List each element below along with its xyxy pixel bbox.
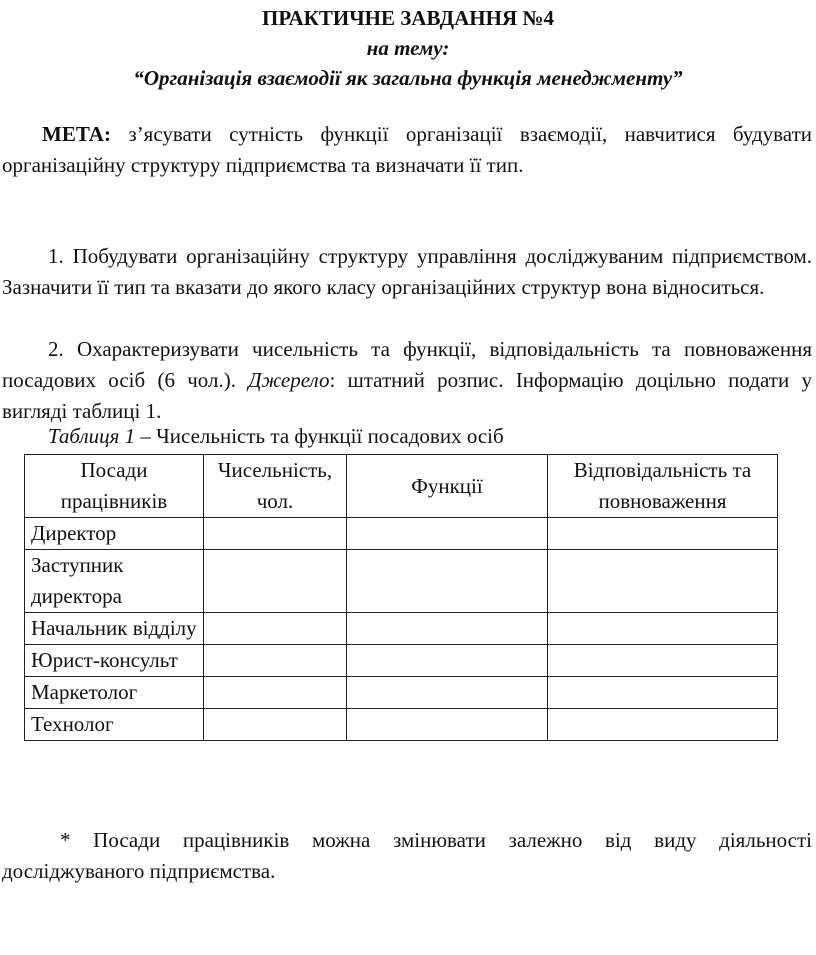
position-cell: Начальник відділу [25, 613, 204, 645]
task-2-source-label: Джерело [248, 368, 330, 392]
table-caption-label: Таблиця 1 [48, 424, 136, 448]
responsibility-cell [548, 677, 778, 709]
table-row [25, 613, 778, 645]
functions-cell [347, 709, 548, 741]
responsibility-cell [548, 518, 778, 550]
functions-cell [347, 613, 548, 645]
position-cell: Директор [25, 518, 204, 550]
goal-text: з’ясувати сутність функції організації взаємодії, навчитися будувати організаційну структуру підприємства та визначати її тип. [2, 122, 812, 177]
goal-paragraph [2, 119, 812, 181]
table-caption-text: – Чисельність та функції посадових осіб [135, 424, 504, 448]
count-cell [204, 645, 347, 677]
position-cell: Маркетолог [25, 677, 204, 709]
table-caption [48, 424, 504, 449]
position-cell: Технолог [25, 709, 204, 741]
task-2 [2, 334, 812, 427]
header-count: Чисельність, чол. [204, 455, 347, 518]
functions-cell [347, 518, 548, 550]
goal-label: МЕТА: [42, 122, 111, 146]
count-cell [204, 677, 347, 709]
header-functions: Функції [347, 455, 548, 518]
count-cell [204, 518, 347, 550]
functions-cell [347, 550, 548, 613]
responsibility-cell [548, 613, 778, 645]
task-1: 1. Побудувати організаційну структуру управління досліджуваним підприємством. Зазначити її тип та вказати до якого класу організаційних структур вона відноситься. [2, 244, 812, 299]
document-topic: “Організація взаємодії як загальна функція менеджменту” [133, 66, 683, 90]
header-positions: Посади працівників [25, 455, 204, 518]
staff-table [24, 454, 778, 741]
footnote: * Посади працівників можна змінювати залежно від виду діяльності досліджуваного підприємства. [2, 828, 812, 883]
responsibility-cell [548, 645, 778, 677]
document-subtitle: на тему: [366, 36, 450, 60]
table-row [25, 550, 778, 613]
table-row [25, 709, 778, 741]
task-2-text-a: 2. Охарактеризувати чисельність та функції, відповідальність та повноваження посадових осіб (6 чол.). [2, 337, 812, 392]
table-row [25, 518, 778, 550]
task-2-text-b: : штатний розпис. Інформацію доцільно подати у вигляді таблиці 1. [2, 368, 812, 423]
responsibility-cell [548, 550, 778, 613]
table-row [25, 677, 778, 709]
functions-cell [347, 677, 548, 709]
table-header-row [25, 455, 778, 518]
count-cell [204, 709, 347, 741]
count-cell [204, 613, 347, 645]
responsibility-cell [548, 709, 778, 741]
position-cell: Юрист-консульт [25, 645, 204, 677]
position-cell: Заступник директора [25, 550, 204, 613]
count-cell [204, 550, 347, 613]
table-row [25, 645, 778, 677]
functions-cell [347, 645, 548, 677]
header-responsibility: Відповідальність та повноваження [548, 455, 778, 518]
document-title: ПРАКТИЧНЕ ЗАВДАННЯ №4 [262, 6, 554, 30]
